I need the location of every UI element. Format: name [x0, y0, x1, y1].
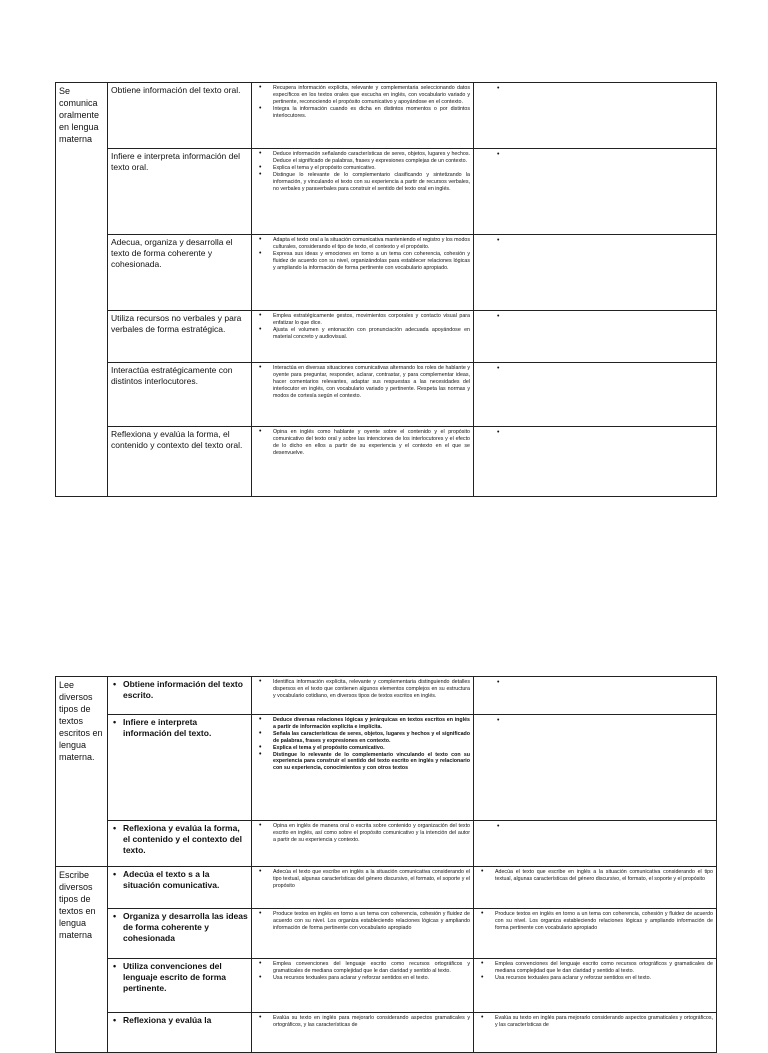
- descriptor-list: [255, 85, 470, 120]
- capacity-cell: [108, 1013, 252, 1053]
- list-item: • Produce textos en inglés en torno a un tema con coherencia, cohesión y fluidez de acuerdo con su nivel. Los organiza estableciendo relaciones lógicas y ampliando información de forma pertinente con vocabulario apropiado: [255, 911, 470, 932]
- notes-list: [477, 961, 713, 982]
- table-row: [56, 959, 717, 1013]
- notes-cell: [474, 959, 717, 1013]
- capacity-label: • Adecúa el texto s a la situación comunicativa.: [111, 869, 248, 891]
- descriptor-list: [255, 365, 470, 400]
- notes-cell: [474, 235, 717, 311]
- list-item: • Usa recursos textuales para aclarar y reforzar sentidos en el texto.: [477, 975, 713, 982]
- list-item: • Interactúa en diversas situaciones comunicativas alternando los roles de hablante y oyente para preguntar, responder, aclarar, contrastar, y para complementar ideas, hacer comentarios relevantes, adaptar sus respuestas a las necesidades del interlocutor en inglés, con vocabulario variado y pertinente. Respeta las normas y modos de cortesía según el contexto.: [255, 365, 470, 400]
- notes-list: [477, 869, 713, 883]
- list-item: • Explica el tema y el propósito comunicativo.: [255, 165, 470, 172]
- descriptor-cell: [252, 909, 474, 959]
- list-item: • Explica el tema y el propósito comunicativo.: [255, 745, 470, 752]
- competency-table-written: [55, 676, 717, 1053]
- descriptor-cell: [252, 363, 474, 427]
- list-item: • Deduce información señalando características de seres, objetos, lugares y hechos. Deduce el significado de palabras, frases y expresiones complejas de un contexto.: [255, 151, 470, 165]
- descriptor-cell: [252, 235, 474, 311]
- list-item: • Adapta el texto oral a la situación comunicativa manteniendo el registro y los modos culturales, considerando el tipo de texto, el contexto y el propósito.: [255, 237, 470, 251]
- table-row: [56, 1013, 717, 1053]
- competency-cell: Lee diversos tipos de textos escritos en lengua materna.: [56, 677, 108, 867]
- list-item: • Señala las características de seres, objetos, lugares y hechos y el significado de palabras, frases y expresiones en contexto.: [255, 731, 470, 745]
- descriptor-cell: [252, 83, 474, 149]
- descriptor-list: [255, 237, 470, 272]
- notes-cell: [474, 677, 717, 715]
- notes-cell: [474, 149, 717, 235]
- descriptor-cell: [252, 867, 474, 909]
- capacity-cell: [108, 715, 252, 821]
- list-item: • Ajusta el volumen y entonación con pronunciación adecuada apoyándose en material concreto y audiovisual.: [255, 327, 470, 341]
- descriptor-list: [255, 869, 470, 890]
- capacity-label: • Organiza y desarrolla las ideas de forma coherente y cohesionada: [111, 911, 248, 944]
- empty-bullet: [477, 717, 713, 727]
- table-row: [56, 363, 717, 427]
- list-item: • Recupera información explícita, relevante y complementaria seleccionando datos específicos en los textos orales que escucha en inglés, con vocabulario variado y pertinente, reconociendo el propósito comunicativo y apoyándose en el contexto.: [255, 85, 470, 106]
- empty-bullet: [477, 237, 713, 247]
- notes-cell: [474, 909, 717, 959]
- table-row: [56, 427, 717, 497]
- empty-bullet: [477, 365, 713, 375]
- capacity-cell: [108, 821, 252, 867]
- notes-cell: [474, 1013, 717, 1053]
- capacity-label: • Reflexiona y evalúa la forma, el contenido y el contexto del texto.: [111, 823, 248, 856]
- descriptor-cell: [252, 427, 474, 497]
- empty-bullet: [477, 823, 713, 833]
- descriptor-cell: [252, 715, 474, 821]
- capacity-cell: [108, 867, 252, 909]
- competency-cell: Se comunica oralmente en lengua materna: [56, 83, 108, 497]
- list-item: • Adecúa el texto que escribe en inglés a la situación comunicativa considerando el tipo textual, algunas características del género discursivo, el formato, el soporte y el propósito: [477, 869, 713, 883]
- list-item: • Adecúa el texto que escribe en inglés a la situación comunicativa considerando el tipo textual, algunas características del género discursivo, el formato, el soporte y el propósito: [255, 869, 470, 890]
- capacity-cell: [108, 959, 252, 1013]
- list-item: • Identifica información explícita, relevante y complementaria distinguiendo detalles dispersos en el texto que contienen algunos elementos complejos en su estructura y vocabulario cotidiano, en diversos tipos de textos escritos en inglés.: [255, 679, 470, 700]
- list-item: • Opina en inglés de manera oral o escrita sobre contenido y organización del texto escrito en inglés, así como sobre el propósito comunicativo y la intención del autor a partir de su experiencia y contexto.: [255, 823, 470, 844]
- descriptor-cell: [252, 149, 474, 235]
- notes-cell: [474, 311, 717, 363]
- table-row: [56, 83, 717, 149]
- table-row: [56, 677, 717, 715]
- table-row: [56, 311, 717, 363]
- descriptor-list: [255, 717, 470, 772]
- descriptor-list: [255, 823, 470, 844]
- capacity-cell: Infiere e interpreta información del texto oral.: [108, 149, 252, 235]
- capacity-label: • Reflexiona y evalúa la: [111, 1015, 248, 1026]
- notes-cell: [474, 821, 717, 867]
- table-row: [56, 149, 717, 235]
- descriptor-list: [255, 679, 470, 700]
- descriptor-list: [255, 313, 470, 341]
- capacity-label: • Utiliza convenciones del lenguaje escrito de forma pertinente.: [111, 961, 248, 994]
- empty-bullet: [477, 679, 713, 689]
- descriptor-list: [255, 1015, 470, 1029]
- notes-list: [477, 1015, 713, 1029]
- notes-cell: [474, 427, 717, 497]
- capacity-label: • Obtiene información del texto escrito.: [111, 679, 248, 701]
- descriptor-list: [255, 961, 470, 982]
- capacity-cell: Utiliza recursos no verbales y para verbales de forma estratégica.: [108, 311, 252, 363]
- descriptor-list: [255, 429, 470, 457]
- descriptor-cell: [252, 1013, 474, 1053]
- descriptor-cell: [252, 959, 474, 1013]
- descriptor-cell: [252, 677, 474, 715]
- table-row: [56, 821, 717, 867]
- table-row: [56, 909, 717, 959]
- table-row: [56, 867, 717, 909]
- competency-cell: Escribe diversos tipos de textos en lengua materna: [56, 867, 108, 1053]
- list-item: • Evalúa su texto en inglés para mejorarlo considerando aspectos gramaticales y ortográficos, y las características de: [255, 1015, 470, 1029]
- descriptor-list: [255, 151, 470, 192]
- capacity-cell: [108, 677, 252, 715]
- list-item: • Deduce diversas relaciones lógicas y jerárquicas en textos escritos en inglés a partir de información explícita e implícita.: [255, 717, 470, 731]
- notes-cell: [474, 83, 717, 149]
- list-item: • Expresa sus ideas y emociones en torno a un tema con coherencia, cohesión y fluidez de acuerdo con su nivel, organizándolas para establecer relaciones lógicas y ampliando la información de forma pertinente con vocabulario apropiado.: [255, 251, 470, 272]
- capacity-label: • Infiere e interpreta información del texto.: [111, 717, 248, 739]
- list-item: • Emplea estratégicamente gestos, movimientos corporales y contacto visual para enfatizar lo que dice.: [255, 313, 470, 327]
- list-item: • Evalúa su texto en inglés para mejorarlo considerando aspectos gramaticales y ortográficos, y las características de: [477, 1015, 713, 1029]
- list-item: • Produce textos en inglés en torno a un tema con coherencia, cohesión y fluidez de acuerdo con su nivel. Los organiza estableciendo relaciones lógicas y ampliando información de forma pertinente con vocabulario apropiado: [477, 911, 713, 932]
- list-item: • Usa recursos textuales para aclarar y reforzar sentidos en el texto.: [255, 975, 470, 982]
- capacity-cell: Interactúa estratégicamente con distintos interlocutores.: [108, 363, 252, 427]
- empty-bullet: [477, 313, 713, 323]
- descriptor-cell: [252, 311, 474, 363]
- empty-bullet: [477, 151, 713, 161]
- empty-bullet: [477, 85, 713, 95]
- notes-list: [477, 911, 713, 932]
- table-row: [56, 235, 717, 311]
- descriptor-list: [255, 911, 470, 932]
- capacity-cell: Reflexiona y evalúa la forma, el contenido y contexto del texto oral.: [108, 427, 252, 497]
- capacity-cell: Obtiene información del texto oral.: [108, 83, 252, 149]
- list-item: • Distingue lo relevante de lo complementario clasificando y sintetizando la información, y vinculando el texto con su experiencia a partir de recursos verbales, no verbales y paraverbales para construir el sentido del texto oral en inglés.: [255, 172, 470, 193]
- notes-cell: [474, 715, 717, 821]
- notes-cell: [474, 363, 717, 427]
- list-item: • Emplea convenciones del lenguaje escrito como recursos ortográficos y gramaticales de mediana complejidad que le dan claridad y sentido al texto.: [255, 961, 470, 975]
- notes-cell: [474, 867, 717, 909]
- list-item: • Emplea convenciones del lenguaje escrito como recursos ortográficos y gramaticales de mediana complejidad que le dan claridad y sentido al texto.: [477, 961, 713, 975]
- list-item: • Integra la información cuando es dicha en distintos momentos o por distintos interlocutores.: [255, 106, 470, 120]
- list-item: • Distingue lo relevante de lo complementario vinculando el texto con su experiencia para construir el sentido del texto escrito en inglés y relacionario con su experiencia, conocimientos y con otros textos: [255, 752, 470, 773]
- capacity-cell: [108, 909, 252, 959]
- competency-table-oral: [55, 82, 717, 497]
- list-item: • Opina en inglés como hablante y oyente sobre el contenido y el propósito comunicativo del texto oral y sobre las intenciones de los interlocutores y el efecto de lo dicho en ellos a partir de su experiencia y el contexto en el que se desenvuelve.: [255, 429, 470, 457]
- table-row: [56, 715, 717, 821]
- capacity-cell: Adecua, organiza y desarrolla el texto de forma coherente y cohesionada.: [108, 235, 252, 311]
- descriptor-cell: [252, 821, 474, 867]
- empty-bullet: [477, 429, 713, 439]
